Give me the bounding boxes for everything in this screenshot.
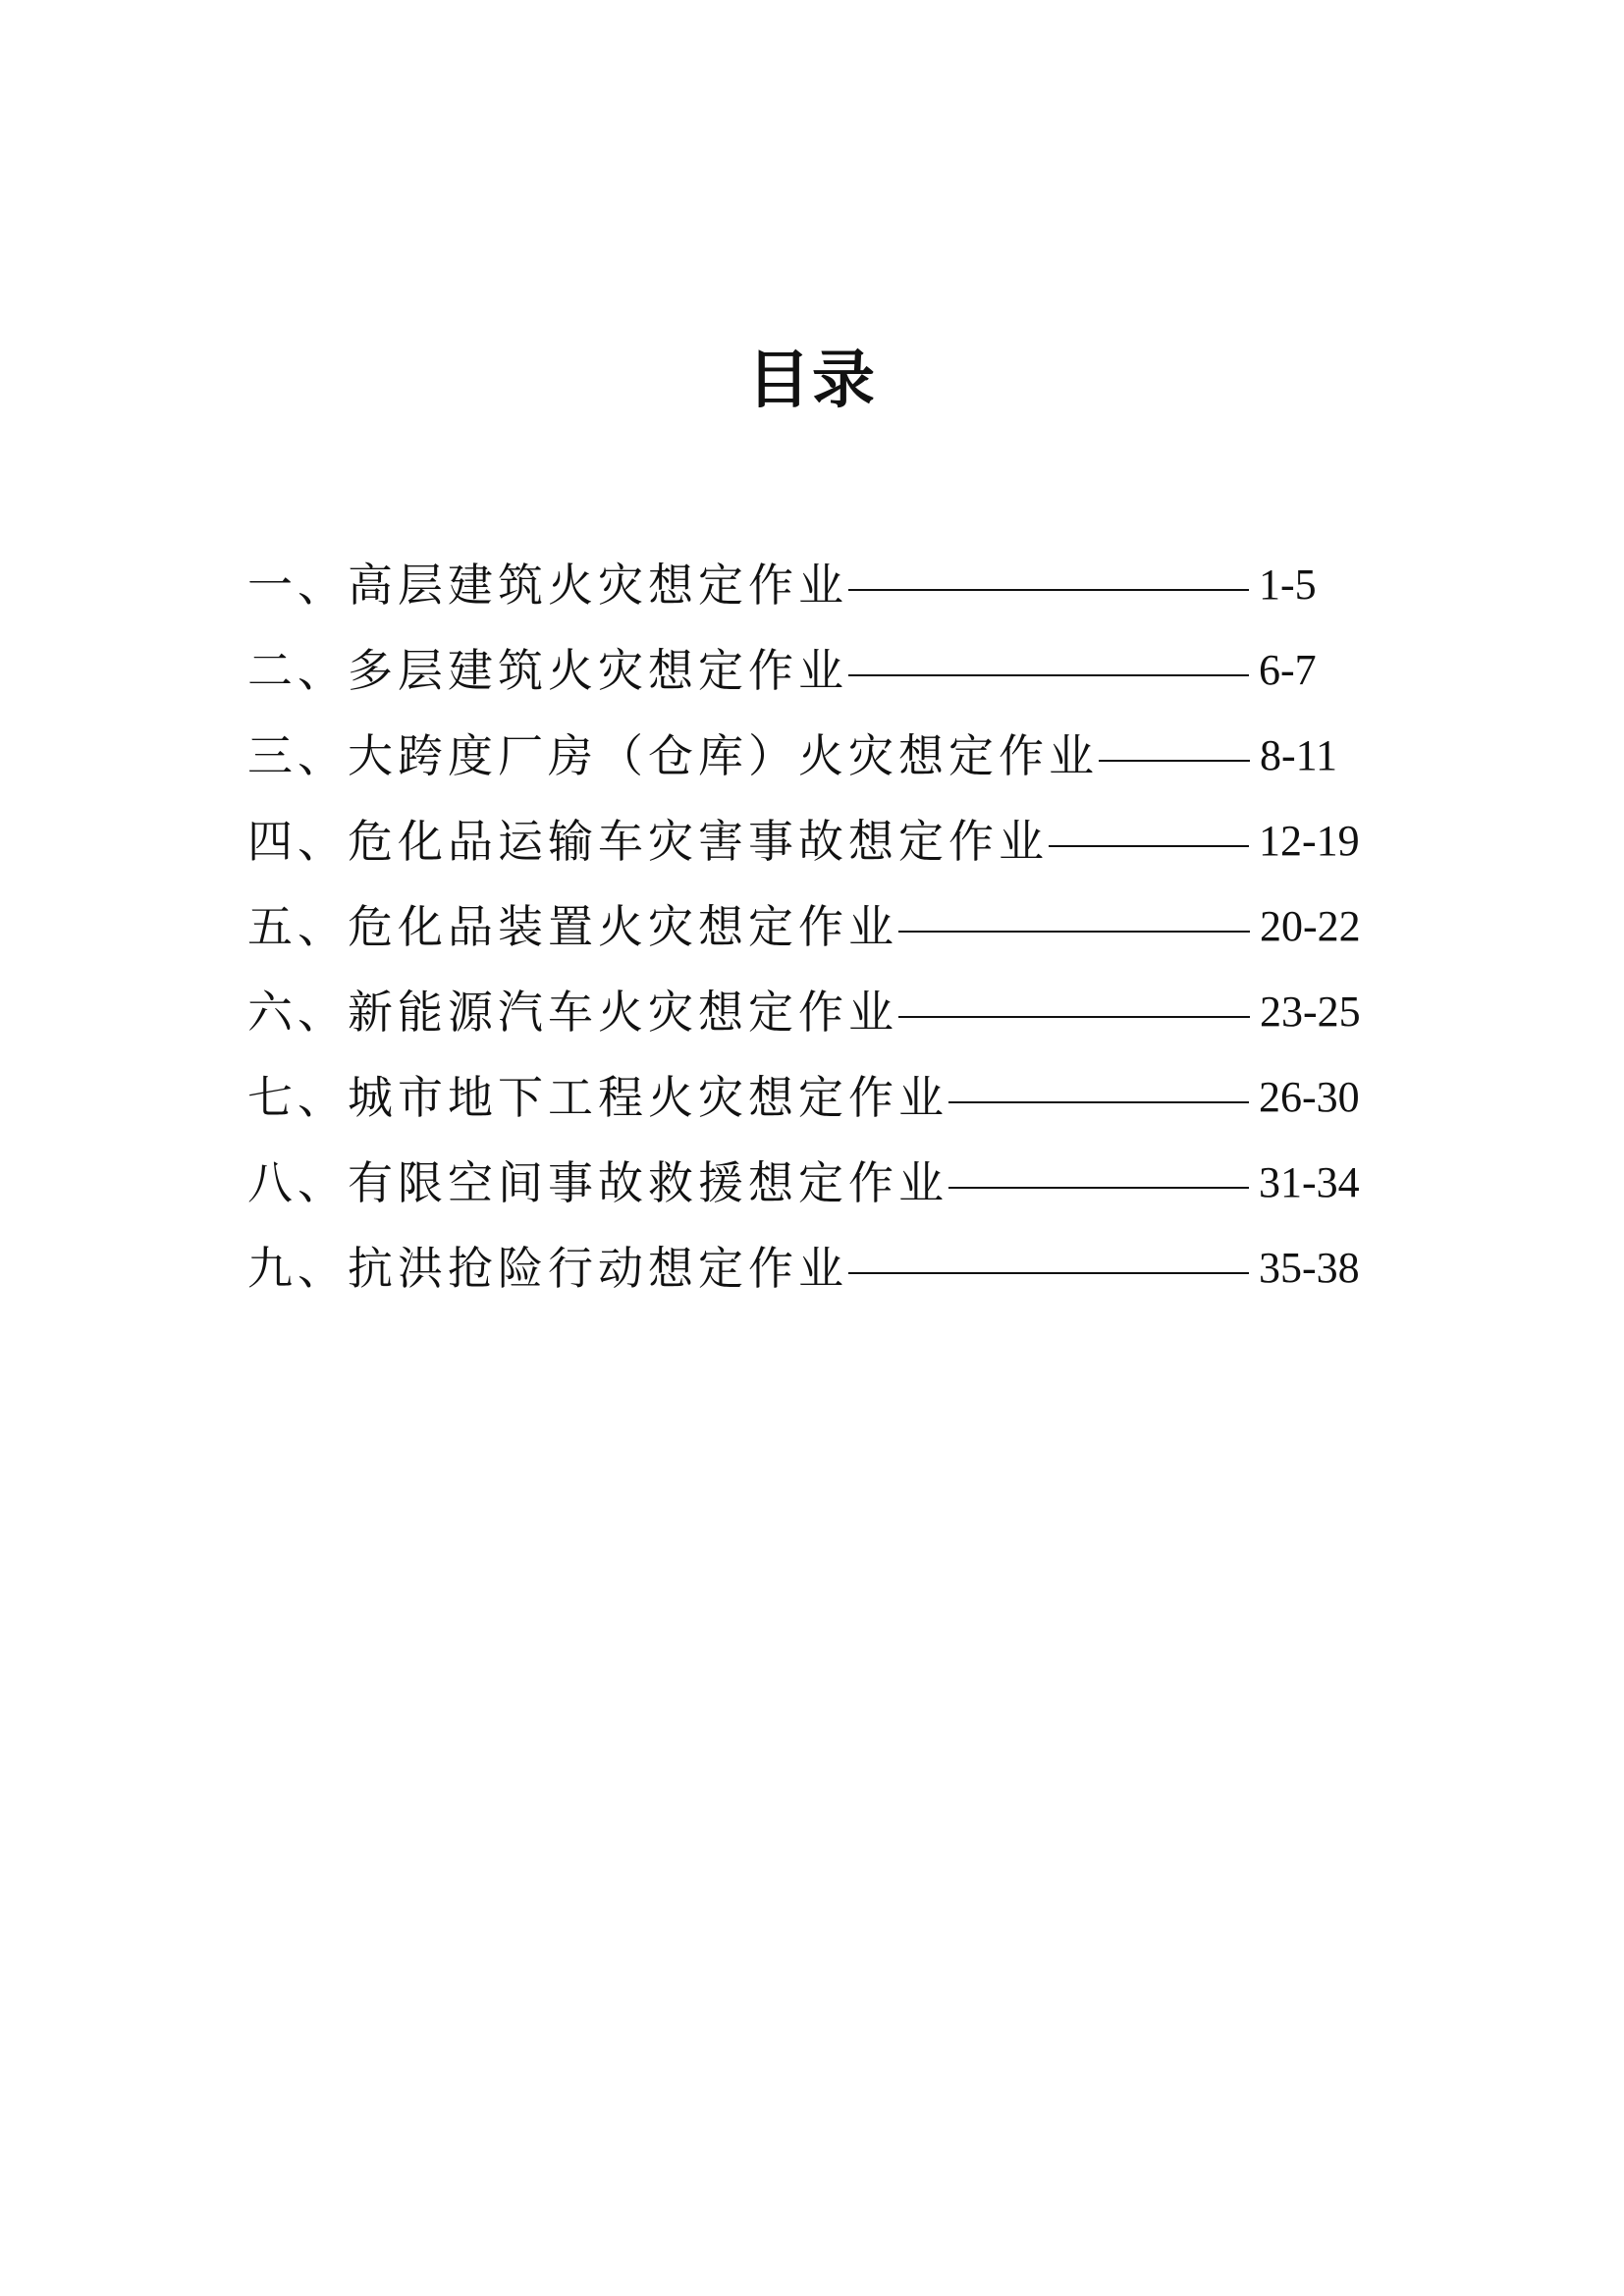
toc-entry-pages: 8-11: [1260, 730, 1338, 779]
toc-entry-label: 六、新能源汽车火灾想定作业: [247, 985, 898, 1039]
toc-entry: [247, 969, 1367, 1054]
toc-entry-label: 一、高层建筑火灾想定作业: [247, 558, 848, 612]
table-of-contents: [247, 542, 1367, 1310]
toc-entry-label: 四、危化品运输车灾害事故想定作业: [247, 814, 1049, 868]
toc-leader-line: [898, 985, 1250, 1040]
toc-entry: [247, 1140, 1367, 1225]
toc-entry-pages: 31-34: [1259, 1157, 1360, 1206]
toc-entry: [247, 1225, 1367, 1310]
toc-leader-line: [848, 1241, 1249, 1296]
toc-entry: [247, 713, 1367, 798]
toc-entry-pages: 26-30: [1259, 1072, 1360, 1121]
toc-entry: [247, 627, 1367, 713]
toc-entry: [247, 1054, 1367, 1140]
toc-entry-pages: 12-19: [1259, 816, 1360, 865]
toc-leader-line: [948, 1070, 1249, 1125]
toc-entry-label: 七、城市地下工程火灾想定作业: [247, 1070, 948, 1124]
toc-entry-pages: 35-38: [1259, 1243, 1360, 1292]
toc-entry: [247, 542, 1367, 627]
toc-entry-pages: 6-7: [1259, 645, 1317, 694]
toc-entry-label: 五、危化品装置火灾想定作业: [247, 899, 898, 953]
toc-leader-line: [948, 1155, 1249, 1210]
toc-entry-pages: 1-5: [1259, 560, 1317, 609]
toc-entry: [247, 883, 1367, 969]
toc-entry-label: 八、有限空间事故救援想定作业: [247, 1155, 948, 1209]
toc-entry-label: 三、大跨度厂房（仓库）火灾想定作业: [247, 728, 1099, 782]
toc-leader-line: [898, 899, 1250, 954]
toc-entry: [247, 798, 1367, 883]
toc-leader-line: [848, 558, 1249, 613]
page-title: 目录: [747, 345, 877, 417]
toc-entry-pages: 20-22: [1260, 901, 1361, 950]
toc-leader-line: [1049, 814, 1249, 869]
toc-leader-line: [1099, 728, 1250, 783]
toc-entry-label: 九、抗洪抢险行动想定作业: [247, 1241, 848, 1295]
toc-entry-label: 二、多层建筑火灾想定作业: [247, 643, 848, 697]
toc-entry-pages: 23-25: [1260, 987, 1361, 1036]
toc-leader-line: [848, 643, 1249, 698]
